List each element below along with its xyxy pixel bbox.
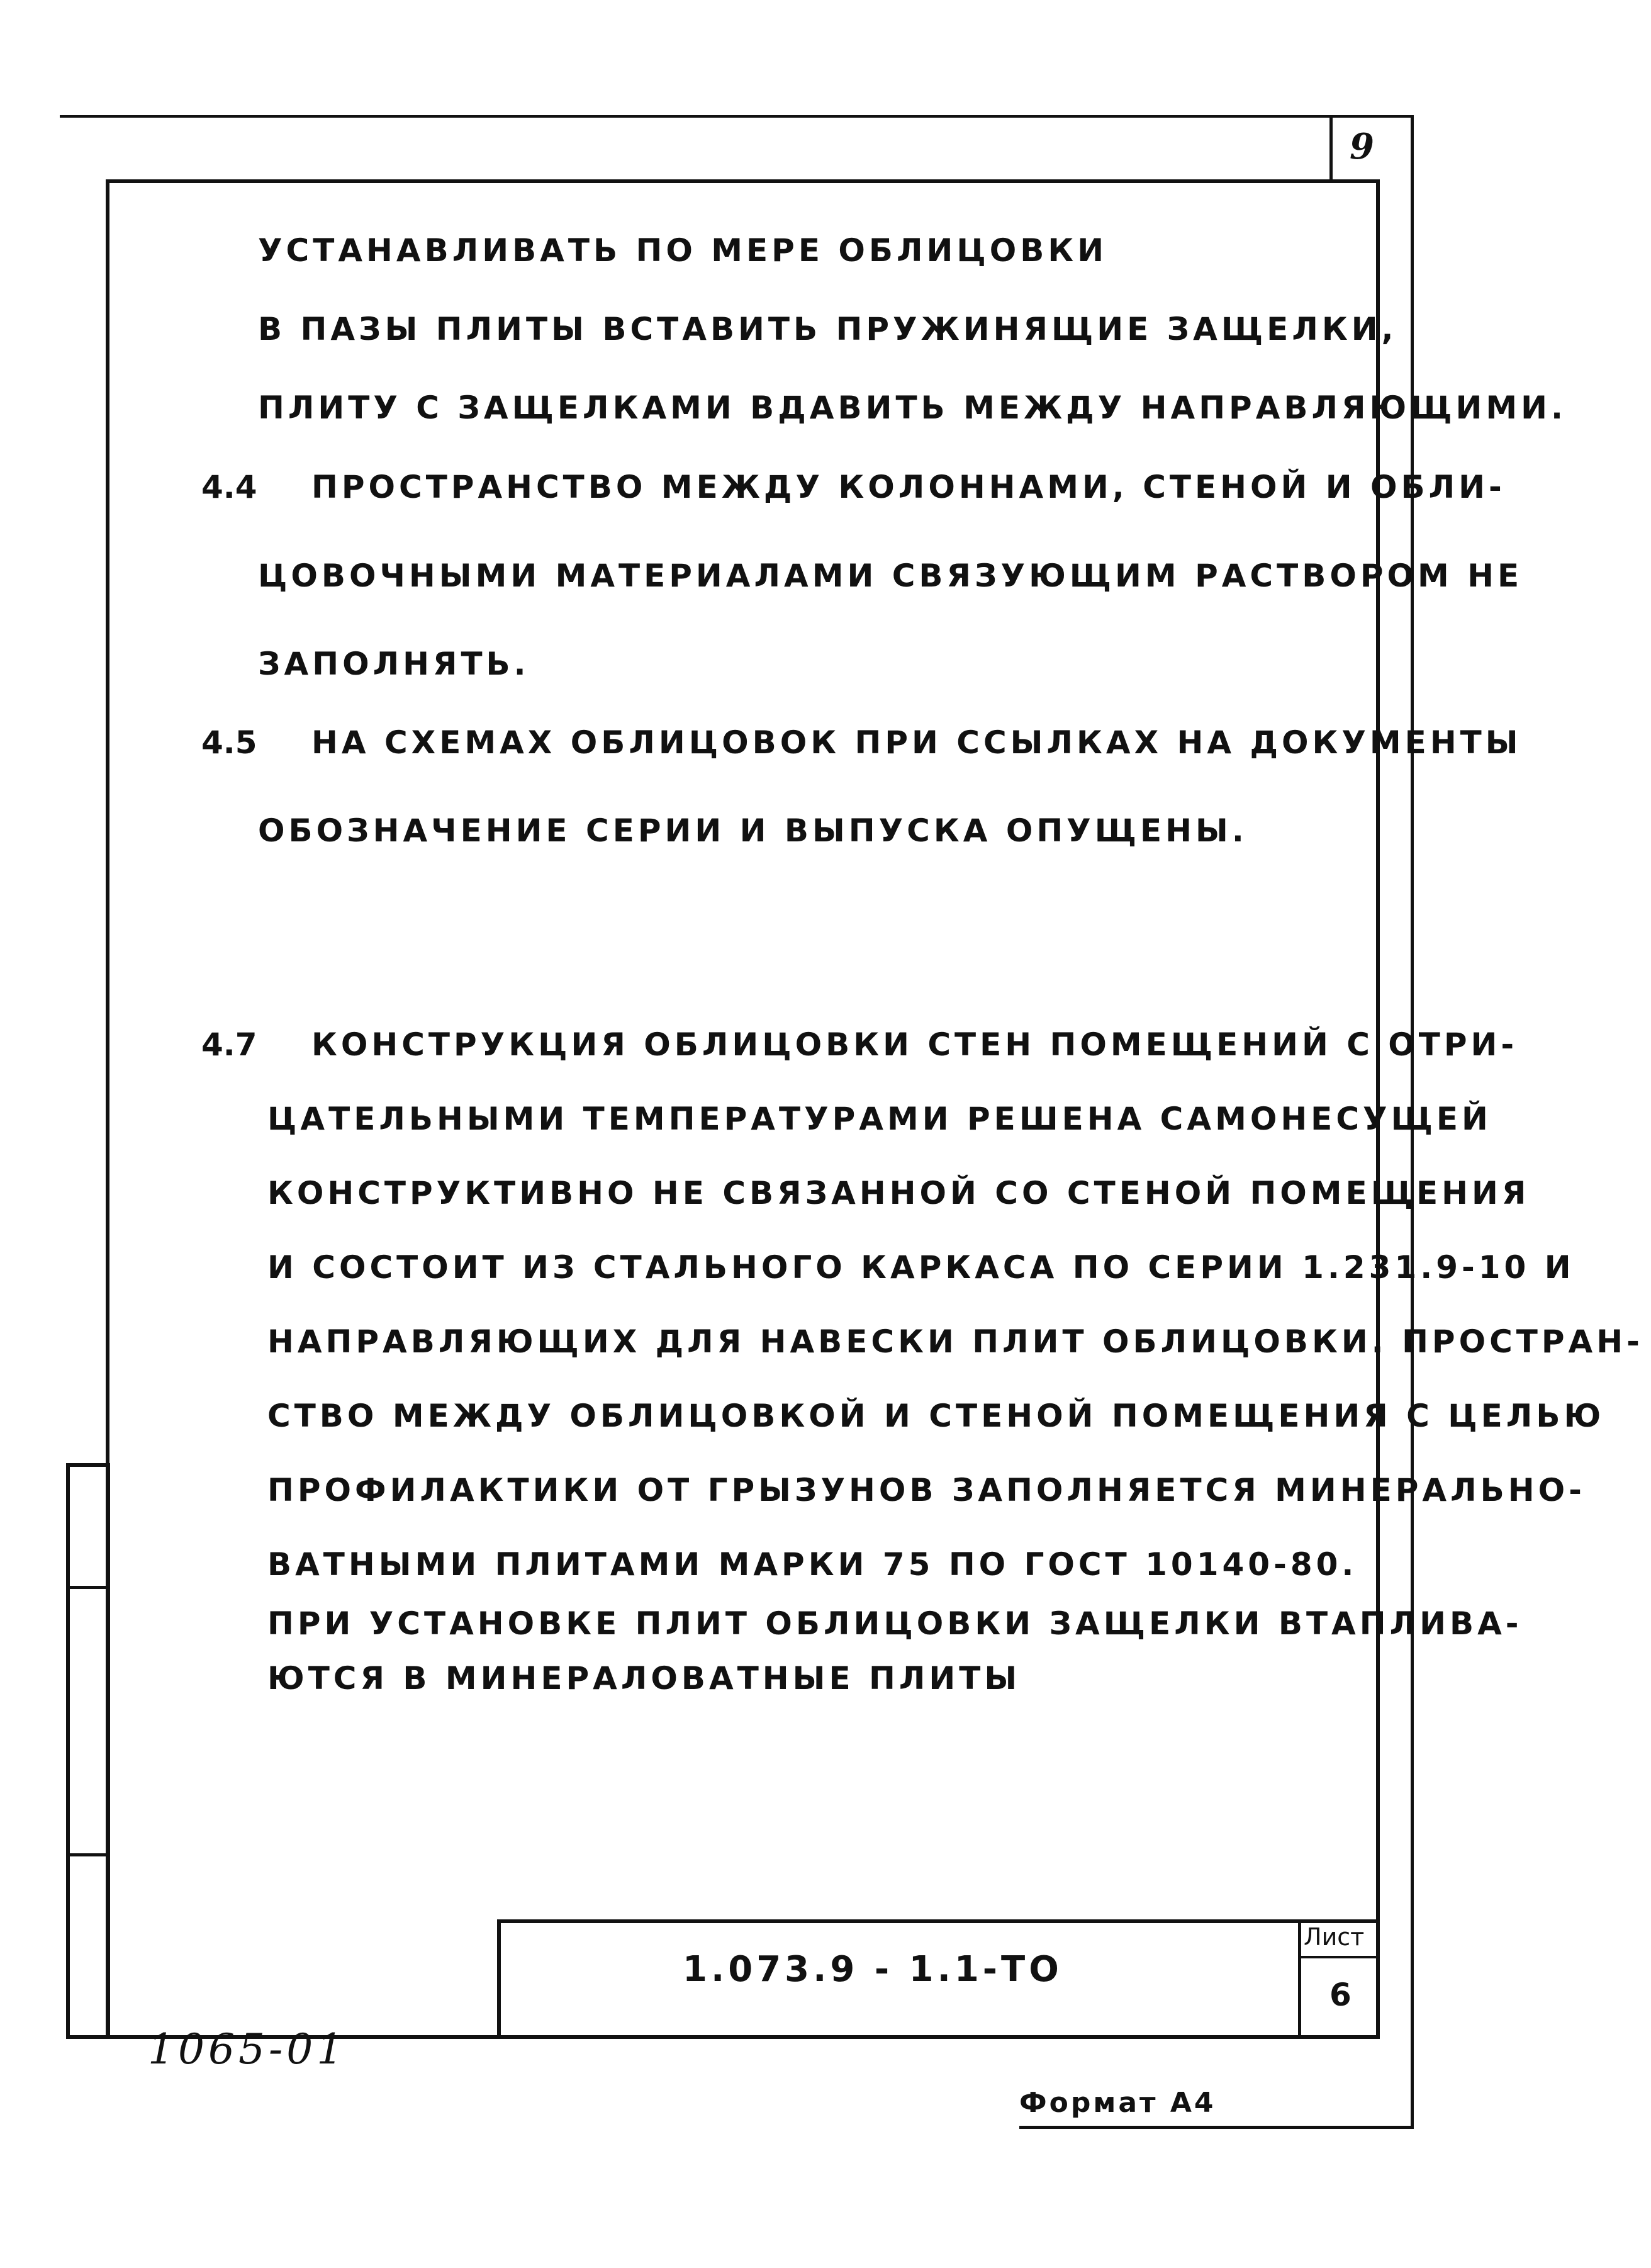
- binding-divider-2: [66, 1853, 110, 1856]
- continuation-line-2: В ПАЗЫ ПЛИТЫ ВСТАВИТЬ ПРУЖИНЯЩИЕ ЗАЩЕЛКИ,: [258, 311, 1397, 347]
- item-4-7-line-10: ЮТСЯ В МИНЕРАЛОВАТНЫЕ ПЛИТЫ: [267, 1660, 1021, 1697]
- item-4-7-line-8: ВАТНЫМИ ПЛИТАМИ МАРКИ 75 ПО ГОСТ 10140-80.: [267, 1546, 1358, 1583]
- item-4-7-number: 4.7: [201, 1026, 257, 1063]
- top-border-line: [60, 115, 1414, 118]
- item-4-7-line-6: СТВО МЕЖДУ ОБЛИЦОВКОЙ И СТЕНОЙ ПОМЕЩЕНИЯ С ЦЕЛЬЮ: [267, 1398, 1605, 1434]
- item-4-7-line-7: ПРОФИЛАКТИКИ ОТ ГРЫЗУНОВ ЗАПОЛНЯЕТСЯ МИНЕРАЛЬНО-: [267, 1472, 1586, 1508]
- item-4-5-number: 4.5: [201, 724, 257, 761]
- inventory-number: 1065-01: [148, 2025, 347, 2074]
- bottom-format-line: [1019, 2126, 1414, 2129]
- item-4-4-line-2: ЦОВОЧНЫМИ МАТЕРИАЛАМИ СВЯЗУЮЩИМ РАСТВОРОМ НЕ: [258, 558, 1523, 594]
- binding-divider-1: [66, 1586, 110, 1589]
- page-number-box-left: [1329, 115, 1333, 182]
- item-4-7-line-1: КОНСТРУКЦИЯ ОБЛИЦОВКИ СТЕН ПОМЕЩЕНИЙ С ОТРИ-: [311, 1026, 1518, 1063]
- page-number: 9: [1350, 126, 1374, 167]
- sheet-label: Лист: [1304, 1923, 1365, 1951]
- item-4-4-number: 4.4: [201, 469, 257, 505]
- left-binding-strip: [66, 1463, 110, 2039]
- sheet-cell-divider-line: [1298, 1956, 1380, 1958]
- item-4-4-line-1: ПРОСТРАНСТВО МЕЖДУ КОЛОННАМИ, СТЕНОЙ И ОБЛИ-: [311, 469, 1506, 505]
- sheet-cell-left-line: [1298, 1919, 1301, 2039]
- item-4-4-line-3: ЗАПОЛНЯТЬ.: [258, 646, 530, 682]
- item-4-5-line-2: ОБОЗНАЧЕНИЕ СЕРИИ И ВЫПУСКА ОПУЩЕНЫ.: [258, 812, 1248, 849]
- sheet-number: 6: [1329, 1977, 1352, 2013]
- item-4-7-line-2: ЦАТЕЛЬНЫМИ ТЕМПЕРАТУРАМИ РЕШЕНА САМОНЕСУЩЕЙ: [267, 1101, 1492, 1137]
- document-designation: 1.073.9 - 1.1-ТО: [683, 1949, 1063, 1990]
- item-4-5-line-1: НА СХЕМАХ ОБЛИЦОВОК ПРИ ССЫЛКАХ НА ДОКУМЕНТЫ: [311, 724, 1522, 761]
- item-4-7-line-9: ПРИ УСТАНОВКЕ ПЛИТ ОБЛИЦОВКИ ЗАЩЕЛКИ ВТАПЛИВА-: [267, 1605, 1523, 1642]
- continuation-line-1: УСТАНАВЛИВАТЬ ПО МЕРЕ ОБЛИЦОВКИ: [258, 232, 1108, 269]
- continuation-line-3: ПЛИТУ С ЗАЩЕЛКАМИ ВДАВИТЬ МЕЖДУ НАПРАВЛЯЮЩИМИ.: [258, 390, 1567, 426]
- item-4-7-line-4: И СОСТОИТ ИЗ СТАЛЬНОГО КАРКАСА ПО СЕРИИ 1.231.9-10 И: [267, 1249, 1575, 1286]
- format-label: Формат А4: [1019, 2087, 1216, 2119]
- item-4-7-line-3: КОНСТРУКТИВНО НЕ СВЯЗАННОЙ СО СТЕНОЙ ПОМЕЩЕНИЯ: [267, 1175, 1530, 1211]
- item-4-7-line-5: НАПРАВЛЯЮЩИХ ДЛЯ НАВЕСКИ ПЛИТ ОБЛИЦОВКИ. ПРОСТРАН-: [267, 1323, 1643, 1360]
